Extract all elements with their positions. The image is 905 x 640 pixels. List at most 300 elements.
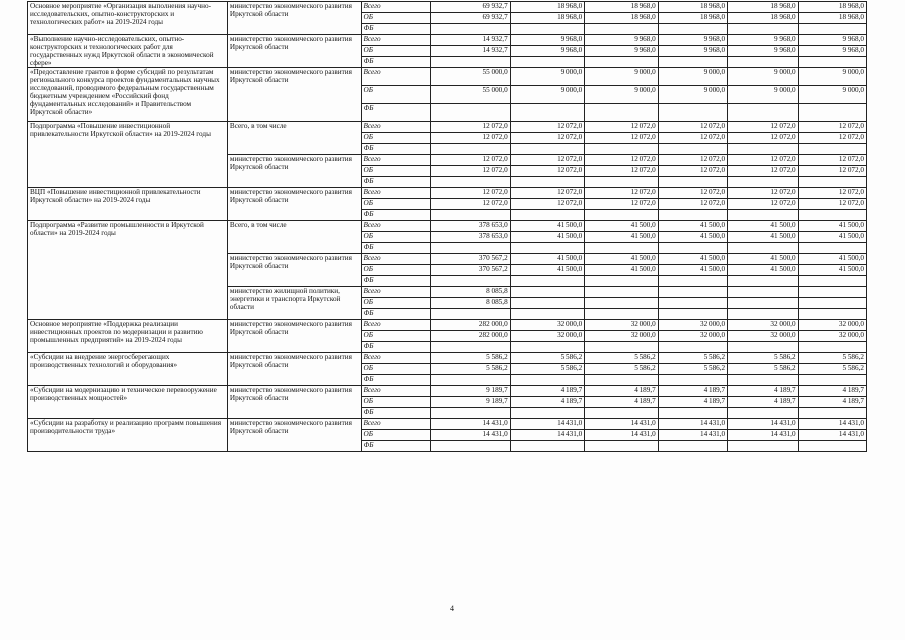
funding-source-cell: ОБ bbox=[361, 298, 430, 309]
funding-source-cell: ОБ bbox=[361, 232, 430, 243]
amount-cell bbox=[658, 144, 727, 155]
amount-cell: 55 000,0 bbox=[430, 68, 510, 86]
amount-cell: 4 189,7 bbox=[585, 386, 659, 397]
amount-cell: 9 968,0 bbox=[510, 46, 585, 57]
amount-cell bbox=[728, 276, 798, 287]
amount-cell: 18 968,0 bbox=[658, 2, 727, 13]
amount-cell: 41 500,0 bbox=[798, 232, 866, 243]
amount-cell bbox=[658, 276, 727, 287]
measure-name-cell: «Субсидии на разработку и реализацию программ повышения производительности труда» bbox=[28, 419, 228, 452]
amount-cell bbox=[658, 441, 727, 452]
funding-source-cell: Всего bbox=[361, 254, 430, 265]
amount-cell bbox=[658, 408, 727, 419]
amount-cell bbox=[510, 57, 585, 68]
amount-cell bbox=[658, 57, 727, 68]
amount-cell: 4 189,7 bbox=[510, 386, 585, 397]
amount-cell: 12 072,0 bbox=[430, 155, 510, 166]
amount-cell: 12 072,0 bbox=[510, 133, 585, 144]
amount-cell bbox=[585, 375, 659, 386]
amount-cell: 12 072,0 bbox=[430, 122, 510, 133]
amount-cell: 12 072,0 bbox=[798, 199, 866, 210]
amount-cell: 5 586,2 bbox=[728, 364, 798, 375]
amount-cell: 69 932,7 bbox=[430, 2, 510, 13]
executor-cell: министерство экономического развития Иркутской области bbox=[227, 320, 361, 353]
amount-cell: 41 500,0 bbox=[658, 265, 727, 276]
amount-cell: 14 431,0 bbox=[728, 419, 798, 430]
table-row bbox=[28, 320, 867, 331]
amount-cell: 41 500,0 bbox=[798, 254, 866, 265]
funding-source-cell: ОБ bbox=[361, 199, 430, 210]
measure-name-cell: Подпрограмма «Повышение инвестиционной привлекательности Иркутской области» на 2019-2024 годы bbox=[28, 122, 228, 188]
amount-cell: 12 072,0 bbox=[728, 133, 798, 144]
amount-cell: 5 586,2 bbox=[728, 353, 798, 364]
amount-cell: 41 500,0 bbox=[728, 221, 798, 232]
amount-cell bbox=[510, 177, 585, 188]
funding-source-cell: Всего bbox=[361, 188, 430, 199]
amount-cell bbox=[430, 243, 510, 254]
amount-cell bbox=[585, 210, 659, 221]
funding-source-cell: ОБ bbox=[361, 397, 430, 408]
executor-cell: министерство экономического развития Иркутской области bbox=[227, 254, 361, 287]
amount-cell: 12 072,0 bbox=[658, 122, 727, 133]
executor-cell: министерство экономического развития Иркутской области bbox=[227, 353, 361, 386]
amount-cell: 4 189,7 bbox=[798, 386, 866, 397]
amount-cell: 41 500,0 bbox=[510, 265, 585, 276]
funding-source-cell: ОБ bbox=[361, 166, 430, 177]
amount-cell: 41 500,0 bbox=[798, 265, 866, 276]
funding-source-cell: ФБ bbox=[361, 375, 430, 386]
amount-cell: 12 072,0 bbox=[728, 188, 798, 199]
executor-cell: министерство экономического развития Иркутской области bbox=[227, 68, 361, 122]
amount-cell: 12 072,0 bbox=[658, 155, 727, 166]
executor-cell: министерство экономического развития Иркутской области bbox=[227, 188, 361, 221]
amount-cell: 14 431,0 bbox=[658, 419, 727, 430]
amount-cell bbox=[658, 177, 727, 188]
amount-cell: 5 586,2 bbox=[430, 364, 510, 375]
funding-source-cell: Всего bbox=[361, 122, 430, 133]
amount-cell: 32 000,0 bbox=[658, 320, 727, 331]
amount-cell bbox=[658, 375, 727, 386]
amount-cell bbox=[510, 309, 585, 320]
funding-source-cell: ОБ bbox=[361, 364, 430, 375]
amount-cell: 9 000,0 bbox=[658, 68, 727, 86]
amount-cell: 12 072,0 bbox=[510, 155, 585, 166]
amount-cell bbox=[430, 104, 510, 122]
amount-cell bbox=[585, 177, 659, 188]
funding-source-cell: ФБ bbox=[361, 177, 430, 188]
funding-source-cell: ФБ bbox=[361, 243, 430, 254]
amount-cell: 41 500,0 bbox=[658, 254, 727, 265]
amount-cell bbox=[430, 144, 510, 155]
amount-cell bbox=[798, 144, 866, 155]
amount-cell: 12 072,0 bbox=[658, 188, 727, 199]
measure-name-cell: «Субсидии на модернизацию и техническое перевооружение производственных мощностей» bbox=[28, 386, 228, 419]
amount-cell: 378 653,0 bbox=[430, 232, 510, 243]
funding-source-cell: ОБ bbox=[361, 430, 430, 441]
amount-cell: 4 189,7 bbox=[658, 397, 727, 408]
amount-cell bbox=[430, 177, 510, 188]
amount-cell bbox=[585, 298, 659, 309]
amount-cell bbox=[430, 276, 510, 287]
amount-cell bbox=[728, 210, 798, 221]
amount-cell: 69 932,7 bbox=[430, 13, 510, 24]
amount-cell: 4 189,7 bbox=[658, 386, 727, 397]
amount-cell bbox=[658, 210, 727, 221]
amount-cell bbox=[798, 24, 866, 35]
amount-cell: 18 968,0 bbox=[585, 13, 659, 24]
amount-cell: 5 586,2 bbox=[798, 364, 866, 375]
amount-cell bbox=[728, 104, 798, 122]
amount-cell: 41 500,0 bbox=[798, 221, 866, 232]
amount-cell bbox=[510, 375, 585, 386]
amount-cell bbox=[585, 24, 659, 35]
amount-cell: 14 932,7 bbox=[430, 46, 510, 57]
amount-cell bbox=[585, 408, 659, 419]
amount-cell: 12 072,0 bbox=[728, 199, 798, 210]
table-row bbox=[28, 2, 867, 13]
amount-cell: 18 968,0 bbox=[510, 2, 585, 13]
amount-cell: 12 072,0 bbox=[430, 166, 510, 177]
amount-cell bbox=[728, 144, 798, 155]
table-row bbox=[28, 35, 867, 46]
table-row bbox=[28, 68, 867, 86]
amount-cell bbox=[798, 276, 866, 287]
amount-cell: 4 189,7 bbox=[510, 397, 585, 408]
amount-cell: 5 586,2 bbox=[585, 353, 659, 364]
amount-cell bbox=[798, 287, 866, 298]
funding-source-cell: Всего bbox=[361, 68, 430, 86]
amount-cell bbox=[728, 57, 798, 68]
amount-cell: 32 000,0 bbox=[585, 331, 659, 342]
executor-cell: Всего, в том числе bbox=[227, 221, 361, 254]
amount-cell: 12 072,0 bbox=[430, 133, 510, 144]
amount-cell: 9 000,0 bbox=[658, 86, 727, 104]
amount-cell bbox=[585, 243, 659, 254]
measure-name-cell: ВЦП «Повышение инвестиционной привлекательности Иркутской области» на 2019-2024 годы bbox=[28, 188, 228, 221]
funding-source-cell: Всего bbox=[361, 287, 430, 298]
funding-source-cell: ОБ bbox=[361, 13, 430, 24]
amount-cell: 9 968,0 bbox=[798, 35, 866, 46]
amount-cell: 18 968,0 bbox=[798, 13, 866, 24]
amount-cell bbox=[430, 375, 510, 386]
measure-name-cell: Основное мероприятие «Организация выполнения научно-исследовательских, опытно-конструкторских и технологических работ» на 2019-2024 годы bbox=[28, 2, 228, 35]
amount-cell bbox=[510, 287, 585, 298]
amount-cell bbox=[798, 243, 866, 254]
amount-cell: 14 431,0 bbox=[430, 430, 510, 441]
amount-cell: 9 968,0 bbox=[658, 35, 727, 46]
amount-cell: 12 072,0 bbox=[728, 166, 798, 177]
amount-cell: 12 072,0 bbox=[430, 188, 510, 199]
amount-cell: 14 431,0 bbox=[798, 430, 866, 441]
amount-cell bbox=[430, 57, 510, 68]
amount-cell: 18 968,0 bbox=[510, 13, 585, 24]
amount-cell: 18 968,0 bbox=[798, 2, 866, 13]
amount-cell: 5 586,2 bbox=[430, 353, 510, 364]
amount-cell bbox=[510, 441, 585, 452]
funding-source-cell: ФБ bbox=[361, 104, 430, 122]
funding-source-cell: ОБ bbox=[361, 331, 430, 342]
amount-cell: 9 000,0 bbox=[510, 68, 585, 86]
amount-cell bbox=[585, 287, 659, 298]
amount-cell: 18 968,0 bbox=[658, 13, 727, 24]
funding-source-cell: ФБ bbox=[361, 57, 430, 68]
amount-cell: 18 968,0 bbox=[585, 2, 659, 13]
table-row bbox=[28, 188, 867, 199]
amount-cell: 5 586,2 bbox=[658, 364, 727, 375]
amount-cell: 8 085,8 bbox=[430, 298, 510, 309]
amount-cell: 14 431,0 bbox=[798, 419, 866, 430]
amount-cell: 5 586,2 bbox=[658, 353, 727, 364]
amount-cell: 9 968,0 bbox=[798, 46, 866, 57]
funding-source-cell: Всего bbox=[361, 353, 430, 364]
executor-cell: министерство жилищной политики, энергетики и транспорта Иркутской области bbox=[227, 287, 361, 320]
table-row bbox=[28, 122, 867, 133]
amount-cell: 41 500,0 bbox=[510, 232, 585, 243]
amount-cell bbox=[658, 243, 727, 254]
table-row bbox=[28, 419, 867, 430]
funding-source-cell: ФБ bbox=[361, 408, 430, 419]
amount-cell: 32 000,0 bbox=[658, 331, 727, 342]
amount-cell: 5 586,2 bbox=[510, 364, 585, 375]
amount-cell: 9 968,0 bbox=[510, 35, 585, 46]
amount-cell: 14 431,0 bbox=[430, 419, 510, 430]
funding-source-cell: ФБ bbox=[361, 144, 430, 155]
amount-cell: 12 072,0 bbox=[728, 155, 798, 166]
amount-cell: 378 653,0 bbox=[430, 221, 510, 232]
amount-cell: 12 072,0 bbox=[658, 133, 727, 144]
amount-cell: 282 000,0 bbox=[430, 331, 510, 342]
amount-cell: 5 586,2 bbox=[585, 364, 659, 375]
amount-cell bbox=[658, 309, 727, 320]
amount-cell: 14 932,7 bbox=[430, 35, 510, 46]
amount-cell: 4 189,7 bbox=[728, 386, 798, 397]
executor-cell: министерство экономического развития Иркутской области bbox=[227, 386, 361, 419]
table-row bbox=[28, 353, 867, 364]
amount-cell: 9 968,0 bbox=[728, 46, 798, 57]
amount-cell bbox=[728, 177, 798, 188]
amount-cell bbox=[430, 441, 510, 452]
amount-cell: 12 072,0 bbox=[798, 188, 866, 199]
amount-cell: 282 000,0 bbox=[430, 320, 510, 331]
measure-name-cell: «Субсидии на внедрение энергосберегающих производственных технологий и оборудования» bbox=[28, 353, 228, 386]
amount-cell: 14 431,0 bbox=[728, 430, 798, 441]
amount-cell: 41 500,0 bbox=[510, 254, 585, 265]
amount-cell: 41 500,0 bbox=[510, 221, 585, 232]
amount-cell bbox=[510, 210, 585, 221]
funding-source-cell: Всего bbox=[361, 419, 430, 430]
amount-cell: 12 072,0 bbox=[798, 122, 866, 133]
amount-cell bbox=[798, 57, 866, 68]
funding-source-cell: Всего bbox=[361, 2, 430, 13]
executor-cell: Всего, в том числе bbox=[227, 122, 361, 155]
funding-source-cell: ФБ bbox=[361, 342, 430, 353]
amount-cell: 9 000,0 bbox=[510, 86, 585, 104]
amount-cell bbox=[658, 298, 727, 309]
amount-cell: 12 072,0 bbox=[510, 188, 585, 199]
amount-cell bbox=[728, 441, 798, 452]
amount-cell bbox=[658, 104, 727, 122]
amount-cell: 370 567,2 bbox=[430, 254, 510, 265]
measure-name-cell: Основное мероприятие «Поддержка реализации инвестиционных проектов по модернизации и развитию промышленных предприятий» на 2019-2024 годы bbox=[28, 320, 228, 353]
amount-cell: 32 000,0 bbox=[798, 320, 866, 331]
amount-cell bbox=[658, 24, 727, 35]
funding-source-cell: Всего bbox=[361, 320, 430, 331]
amount-cell: 14 431,0 bbox=[510, 430, 585, 441]
amount-cell: 41 500,0 bbox=[728, 232, 798, 243]
amount-cell: 12 072,0 bbox=[510, 166, 585, 177]
amount-cell: 18 968,0 bbox=[728, 13, 798, 24]
amount-cell: 12 072,0 bbox=[585, 199, 659, 210]
measure-name-cell: «Выполнение научно-исследовательских, опытно-конструкторских и технологических работ для государственных нужд Иркутской области в экономической сфере» bbox=[28, 35, 228, 68]
amount-cell: 12 072,0 bbox=[658, 166, 727, 177]
amount-cell bbox=[510, 24, 585, 35]
amount-cell: 41 500,0 bbox=[585, 221, 659, 232]
amount-cell bbox=[798, 441, 866, 452]
amount-cell: 18 968,0 bbox=[728, 2, 798, 13]
amount-cell: 41 500,0 bbox=[585, 232, 659, 243]
funding-source-cell: ФБ bbox=[361, 309, 430, 320]
amount-cell: 9 968,0 bbox=[728, 35, 798, 46]
amount-cell bbox=[510, 342, 585, 353]
amount-cell bbox=[510, 408, 585, 419]
amount-cell bbox=[430, 309, 510, 320]
amount-cell bbox=[798, 309, 866, 320]
amount-cell: 12 072,0 bbox=[798, 166, 866, 177]
amount-cell: 9 000,0 bbox=[585, 86, 659, 104]
amount-cell bbox=[728, 408, 798, 419]
amount-cell: 12 072,0 bbox=[510, 199, 585, 210]
amount-cell bbox=[728, 243, 798, 254]
amount-cell bbox=[430, 24, 510, 35]
amount-cell: 41 500,0 bbox=[728, 265, 798, 276]
amount-cell: 12 072,0 bbox=[585, 188, 659, 199]
amount-cell: 9 189,7 bbox=[430, 397, 510, 408]
amount-cell bbox=[510, 104, 585, 122]
funding-source-cell: Всего bbox=[361, 386, 430, 397]
funding-source-cell: Всего bbox=[361, 155, 430, 166]
amount-cell bbox=[798, 298, 866, 309]
amount-cell: 9 000,0 bbox=[798, 86, 866, 104]
funding-source-cell: ОБ bbox=[361, 86, 430, 104]
amount-cell bbox=[728, 309, 798, 320]
amount-cell bbox=[798, 408, 866, 419]
funding-source-cell: ФБ bbox=[361, 441, 430, 452]
amount-cell bbox=[510, 276, 585, 287]
table-row bbox=[28, 386, 867, 397]
funding-source-cell: Всего bbox=[361, 221, 430, 232]
table-row bbox=[28, 221, 867, 232]
amount-cell: 9 189,7 bbox=[430, 386, 510, 397]
amount-cell bbox=[430, 210, 510, 221]
amount-cell bbox=[728, 298, 798, 309]
amount-cell: 12 072,0 bbox=[510, 122, 585, 133]
amount-cell: 4 189,7 bbox=[585, 397, 659, 408]
amount-cell: 41 500,0 bbox=[585, 265, 659, 276]
amount-cell: 41 500,0 bbox=[658, 221, 727, 232]
funding-source-cell: ОБ bbox=[361, 265, 430, 276]
funding-source-cell: Всего bbox=[361, 35, 430, 46]
amount-cell: 8 085,8 bbox=[430, 287, 510, 298]
amount-cell: 4 189,7 bbox=[728, 397, 798, 408]
amount-cell bbox=[510, 144, 585, 155]
amount-cell: 12 072,0 bbox=[585, 166, 659, 177]
amount-cell bbox=[728, 375, 798, 386]
amount-cell bbox=[798, 342, 866, 353]
amount-cell bbox=[728, 287, 798, 298]
amount-cell bbox=[585, 104, 659, 122]
amount-cell: 12 072,0 bbox=[658, 199, 727, 210]
amount-cell: 12 072,0 bbox=[798, 133, 866, 144]
amount-cell: 32 000,0 bbox=[510, 331, 585, 342]
amount-cell: 9 968,0 bbox=[585, 35, 659, 46]
amount-cell: 14 431,0 bbox=[585, 419, 659, 430]
amount-cell: 14 431,0 bbox=[658, 430, 727, 441]
amount-cell bbox=[798, 375, 866, 386]
amount-cell bbox=[510, 243, 585, 254]
amount-cell: 12 072,0 bbox=[585, 122, 659, 133]
funding-source-cell: ОБ bbox=[361, 46, 430, 57]
amount-cell bbox=[510, 298, 585, 309]
amount-cell: 14 431,0 bbox=[510, 419, 585, 430]
amount-cell bbox=[430, 408, 510, 419]
amount-cell bbox=[798, 210, 866, 221]
amount-cell: 9 968,0 bbox=[658, 46, 727, 57]
budget-table bbox=[27, 1, 867, 452]
amount-cell bbox=[430, 342, 510, 353]
amount-cell: 9 968,0 bbox=[585, 46, 659, 57]
amount-cell: 4 189,7 bbox=[798, 397, 866, 408]
amount-cell: 370 567,2 bbox=[430, 265, 510, 276]
page-number: 4 bbox=[450, 604, 454, 613]
amount-cell bbox=[728, 342, 798, 353]
funding-source-cell: ОБ bbox=[361, 133, 430, 144]
amount-cell bbox=[585, 57, 659, 68]
amount-cell: 32 000,0 bbox=[798, 331, 866, 342]
amount-cell: 41 500,0 bbox=[658, 232, 727, 243]
amount-cell: 55 000,0 bbox=[430, 86, 510, 104]
amount-cell bbox=[658, 342, 727, 353]
amount-cell: 14 431,0 bbox=[585, 430, 659, 441]
funding-source-cell: ФБ bbox=[361, 24, 430, 35]
amount-cell: 12 072,0 bbox=[430, 199, 510, 210]
amount-cell: 32 000,0 bbox=[510, 320, 585, 331]
amount-cell: 5 586,2 bbox=[510, 353, 585, 364]
measure-name-cell: «Предоставление грантов в форме субсидий по результатам регионального конкурса проектов фундаментальных научных исследований, проводимого федеральным государственным бюджетным учреждением «Российский фонд фундаментальных исследований» и Правительством Иркутской области» bbox=[28, 68, 228, 122]
amount-cell bbox=[728, 24, 798, 35]
amount-cell: 5 586,2 bbox=[798, 353, 866, 364]
executor-cell: министерство экономического развития Иркутской области bbox=[227, 2, 361, 35]
amount-cell: 9 000,0 bbox=[798, 68, 866, 86]
amount-cell: 32 000,0 bbox=[728, 320, 798, 331]
amount-cell bbox=[658, 287, 727, 298]
amount-cell: 12 072,0 bbox=[585, 155, 659, 166]
amount-cell bbox=[585, 309, 659, 320]
executor-cell: министерство экономического развития Иркутской области bbox=[227, 419, 361, 452]
amount-cell: 12 072,0 bbox=[728, 122, 798, 133]
amount-cell: 41 500,0 bbox=[728, 254, 798, 265]
amount-cell bbox=[798, 104, 866, 122]
amount-cell: 9 000,0 bbox=[585, 68, 659, 86]
amount-cell: 32 000,0 bbox=[728, 331, 798, 342]
amount-cell: 32 000,0 bbox=[585, 320, 659, 331]
amount-cell: 9 000,0 bbox=[728, 86, 798, 104]
amount-cell bbox=[585, 276, 659, 287]
amount-cell bbox=[585, 441, 659, 452]
funding-source-cell: ФБ bbox=[361, 210, 430, 221]
amount-cell bbox=[585, 144, 659, 155]
executor-cell: министерство экономического развития Иркутской области bbox=[227, 35, 361, 68]
amount-cell: 41 500,0 bbox=[585, 254, 659, 265]
